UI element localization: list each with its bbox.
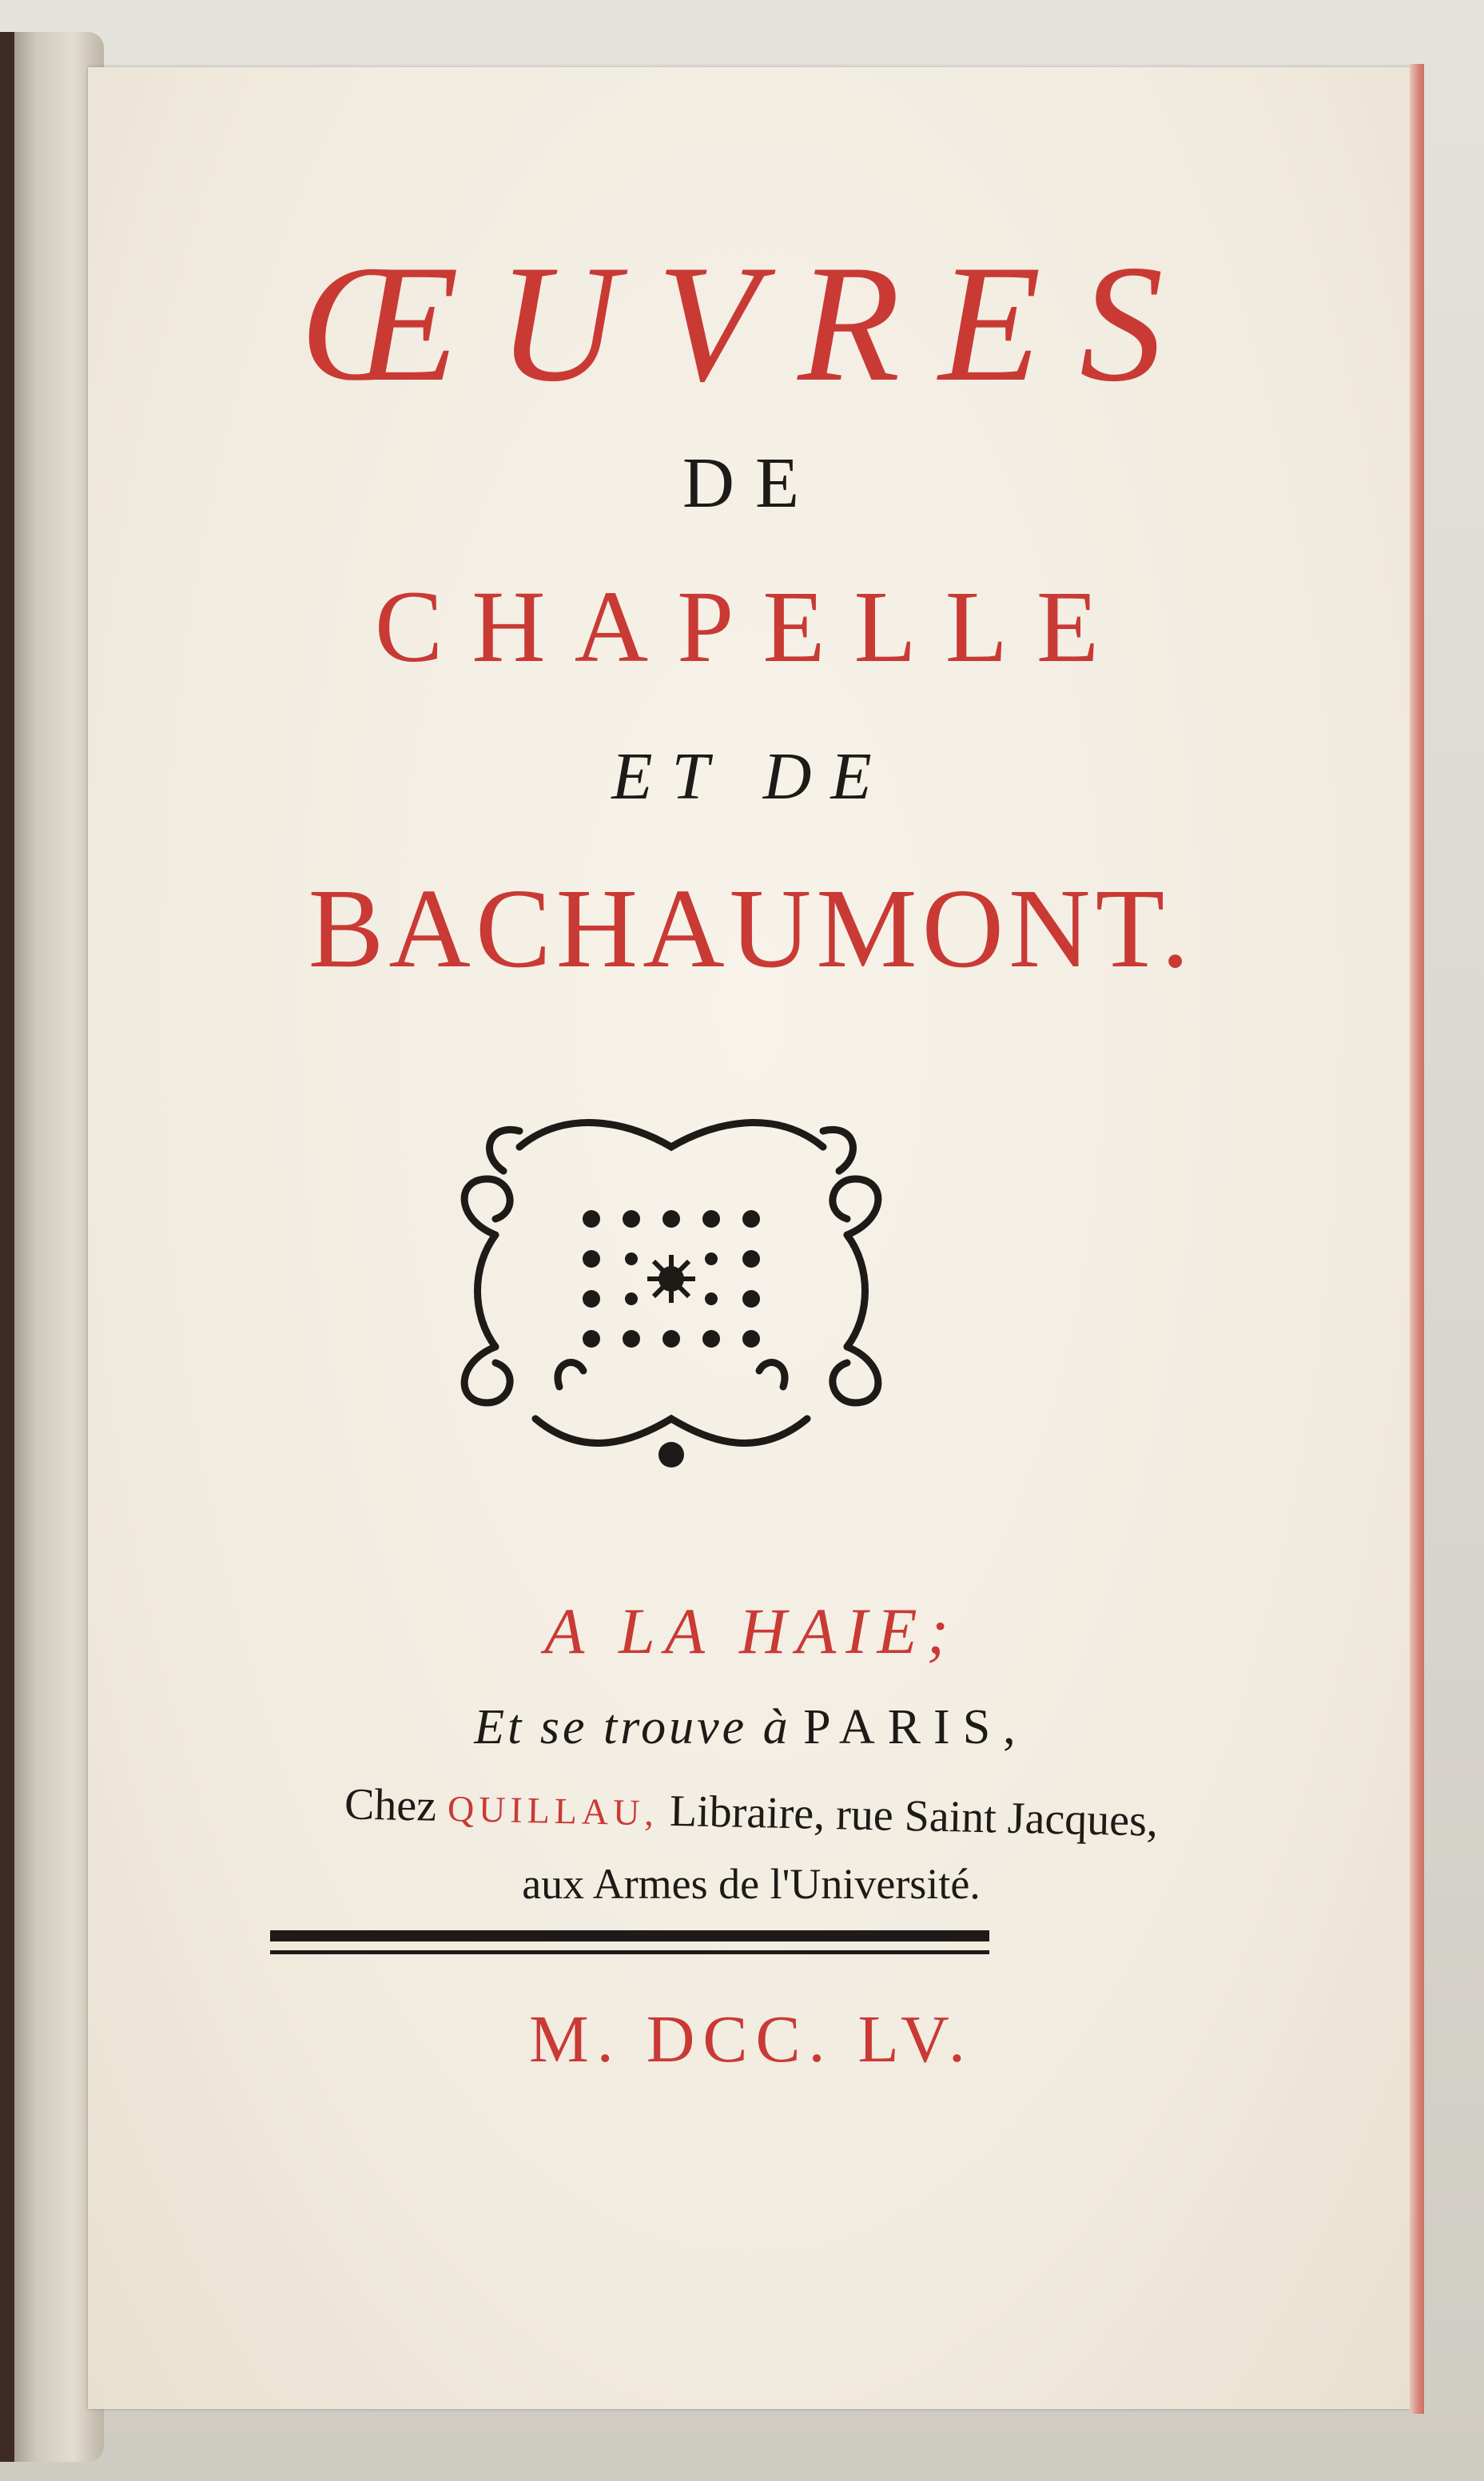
rule-thick [270,1930,989,1941]
imprint-date: M. DCC. LV. [529,2002,973,2077]
imprint-trouve-city: PARIS, [803,1700,1028,1754]
title-bachaumont: BACHAUMONT. [308,865,1195,991]
imprint-publisher: QUILLAU, [447,1788,659,1834]
imprint-chez-prefix: Chez [344,1779,437,1831]
fleuron-ornament-icon [448,1099,895,1483]
imprint-trouve-line [88,1702,1414,1752]
imprint-place: A LA HAIE; [544,1595,958,1667]
title-et-de: ET DE [611,739,891,814]
title-chapelle: CHAPELLE [374,570,1128,683]
imprint-trouve-prefix: Et se trouve à [474,1700,791,1754]
binding-leather-edge [0,32,14,2462]
imprint-address: aux Armes de l'Université. [522,1860,981,1908]
rule-thin [270,1950,989,1954]
title-de: DE [682,444,820,523]
imprint-chez-suffix: Libraire, rue Saint Jacques, [669,1786,1159,1846]
title-oeuvres: ŒUVRES [300,231,1202,416]
